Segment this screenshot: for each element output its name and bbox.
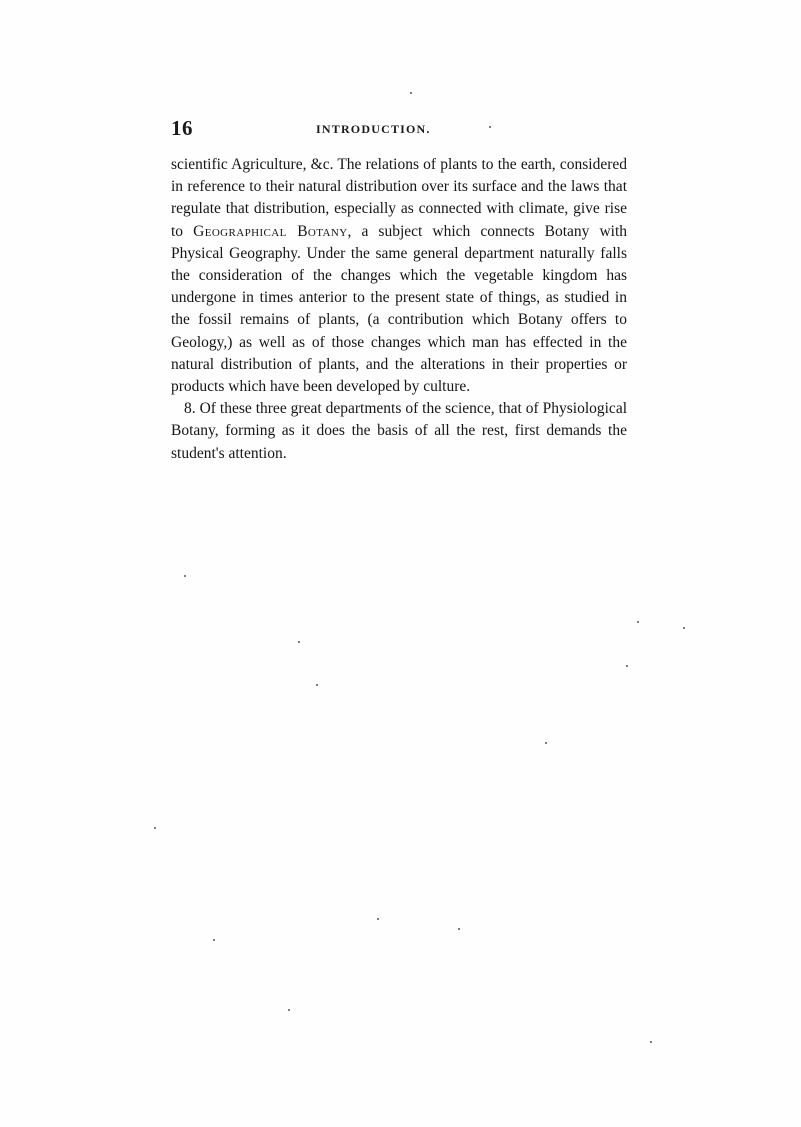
scan-speck (545, 742, 547, 744)
running-title: INTRODUCTION. (316, 122, 431, 136)
scan-speck (683, 627, 685, 629)
scan-speck (489, 126, 491, 128)
scan-speck (288, 1009, 290, 1011)
body-text (171, 154, 627, 465)
scan-speck (637, 621, 639, 623)
page-number: 16 (171, 116, 193, 140)
scan-speck (626, 665, 628, 667)
scan-speck (650, 1041, 652, 1043)
scan-speck (154, 827, 156, 829)
paragraph-continuation (171, 154, 627, 398)
paragraph-8: 8. Of these three great departments of the science, that of Physiological Botany, forming as it does the basis of all the rest, first demands the student's attention. (171, 400, 627, 462)
paragraph-text-after-term: , a subject which connects Botany with Physical Geography. Under the same general department naturally falls the consideration of the changes which the vegetable kingdom has undergone in times anterior to the present state of things, as studied in the fossil remains of plants, (a contribution which Botany offers to Geology,) as well as of those changes which man has effected in the natural distribution of plants, and the alterations in their properties or products which have been developed by culture. (171, 222, 627, 396)
scan-speck (298, 641, 300, 643)
scan-speck (184, 575, 186, 577)
paragraph-text-before-term: scientific Agriculture, &c. The relations of plants to the earth, considered in reference to their natural distribution over its surface and the laws that regulate that distribution, especially as connected with climate, give rise to (171, 156, 627, 240)
term-geographical-botany: Geographical Botany (193, 222, 348, 240)
running-head (171, 116, 627, 140)
scan-speck (410, 92, 412, 94)
scan-speck (316, 684, 318, 686)
scan-speck (458, 928, 460, 930)
scan-speck (377, 918, 379, 920)
scan-speck (213, 939, 215, 941)
